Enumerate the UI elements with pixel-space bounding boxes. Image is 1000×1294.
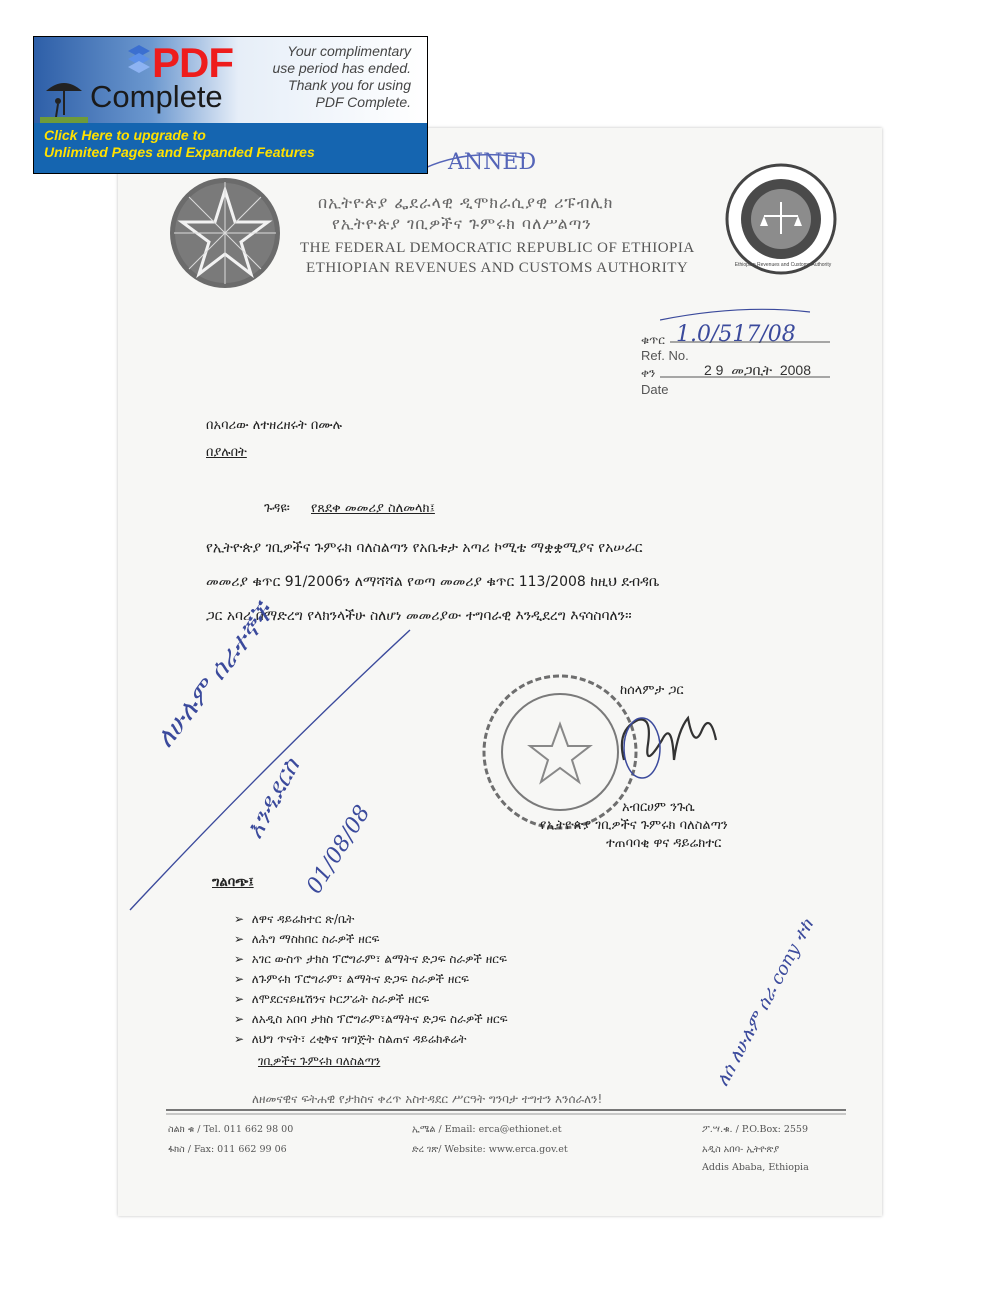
upgrade-link[interactable]: Click Here to upgrade to Unlimited Pages and Expanded Features [44, 127, 315, 160]
letterhead-amharic-2: የኢትዮጵያ ገቢዎችና ጉምሩክ ባለሥልጣን [332, 214, 592, 233]
handwritten-note-1: ለሁሉም ሰራተኞች [150, 598, 280, 754]
letterhead-amharic-1: በኢትዮጵያ ፌደራላዊ ዲሞክራሲያዊ ሪፑብሊክ [318, 193, 614, 212]
brand-complete-text: Complete [90, 79, 223, 114]
handwritten-stroke [120, 620, 420, 920]
subject-text: የጸደቀ መመሪያ ስለመላክ፤ [311, 501, 435, 516]
layers-icon [126, 43, 152, 77]
body-line-1: የኢትዮጵያ ገቢዎችና ጉምሩክ ባለስልጣን የአቤቱታ አጣሪ ኮሚቴ ማቋቋሚያና የአሠራር [206, 540, 643, 556]
date-label-en: Date [641, 382, 669, 397]
footer-fax: ፋክስ / Fax: 011 662 99 06 [168, 1144, 287, 1155]
handwritten-corner-note: ለሰ ለሁሉም ሰራ cony ተከ [712, 915, 818, 1090]
erca-seal-icon [724, 162, 838, 276]
list-item: ➢ አገር ውስጥ ታክስ ፕሮግራም፣ ልማትና ድጋፍ ስራዎች ዘርፍ [234, 952, 507, 966]
brand-pdf-text: PDF [152, 39, 233, 86]
list-item: ➢ ለህግ ጥናት፣ ረቂቅና ዝግጅት ስልጠና ዳይሬክቶሬት [234, 1032, 467, 1046]
cc-final: ገቢዎችና ጉምሩክ ባለስልጣን [258, 1054, 381, 1068]
ethiopia-emblem-icon [168, 176, 282, 290]
letterhead-english-2: ETHIOPIAN REVENUES AND CUSTOMS AUTHORITY [306, 260, 689, 276]
cc-label: ግልባጭ፤ [212, 875, 254, 890]
body-line-2: መመሪያ ቁጥር 91/2006ን ለማሻሻል የወጣ መመሪያ ቁጥር 113/2008 ከዚህ ደብዳቤ [206, 574, 660, 590]
list-item: ➢ ለአዲስ አበባ ታክስ ፕሮግራም፣ልማትና ድጋፍ ስራዎች ዘርፍ [234, 1012, 508, 1026]
pdf-complete-banner[interactable] [33, 36, 428, 174]
footer-pobox: ፖ.ሣ.ቁ. / P.O.Box: 2559 [702, 1124, 809, 1135]
footer-email: ኢሜል / Email: erca@ethionet.et [412, 1124, 562, 1135]
footer-city-en: Addis Ababa, Ethiopia [702, 1162, 809, 1173]
date-label-am: ቀን [641, 366, 656, 380]
motto: ለዘመናዊና ፍትሐዊ የታክስና ቀረጥ አስተዳደር ሥርዓት ግንባታ ተግተን እንሰራለን! [252, 1092, 603, 1106]
scanned-stamp-outline [420, 146, 530, 182]
list-item: ➢ ለዋና ዳይሬክተር ጽ/ቤት [234, 912, 355, 926]
signatory-name: አብርሀም ንጉሴ [622, 800, 695, 815]
umbrella-figure-icon [40, 77, 88, 123]
letterhead-english-1: THE FEDERAL DEMOCRATIC REPUBLIC OF ETHIOPIA [300, 240, 695, 256]
ref-number-underline [660, 302, 840, 352]
list-item: ➢ ለጉምሩክ ፕሮግራም፣ ልማትና ድጋፍ ስራዎች ዘርፍ [234, 972, 469, 986]
footer-divider [166, 1108, 846, 1116]
promo-message: Your complimentary use period has ended. Thank you for using PDF Complete. [272, 43, 411, 110]
closing-greeting: ከሰላምታ ጋር [620, 683, 684, 698]
footer-website: ድረ ገጽ/ Website: www.erca.gov.et [412, 1144, 568, 1155]
signature-mark [612, 700, 722, 790]
cc-list [234, 912, 508, 1052]
ref-number-handwritten: 1.0/517/08 [676, 322, 796, 347]
date-stamp: 2 9 መጋቢት 2008 [704, 362, 811, 378]
seal-caption: Ethiopian Revenues and Customs Authority [734, 262, 832, 268]
date-underline [660, 374, 835, 380]
footer-city-am: አዲስ አበባ- ኢትዮጵያ [702, 1144, 780, 1155]
body-line-3: ጋር አባሪ በማድረግ የላክንላችሁ ስለሆነ መመሪያው ተግባራዊ እንዲደረግ እናሳስባለን። [206, 608, 632, 624]
addressee-location: በያሉበት [206, 445, 247, 460]
signatory-org: የኢትዮጵያ ገቢዎችና ጉምሩክ ባለስልጣን [540, 818, 728, 833]
handwritten-note-2: እንዲደርስ [240, 753, 306, 844]
list-item: ➢ ለሞደርናይዜሽንና ኮርፖሬት ስራዎች ዘርፍ [234, 992, 430, 1006]
addressee-line: በአባሪው ለተዘረዘሩት በሙሉ [206, 418, 342, 433]
list-item: ➢ ለሕግ ማስከበር ስራዎች ዘርፍ [234, 932, 380, 946]
footer-tel: ስልክ ቁ / Tel. 011 662 98 00 [168, 1124, 294, 1135]
ref-label-am: ቁጥር [641, 333, 665, 347]
ref-label-en: Ref. No. [641, 348, 689, 363]
subject-label: ጉዳዩ፡ [264, 501, 290, 516]
signatory-title: ተጠባባቂ ዋና ዳይሬክተር [606, 836, 722, 851]
scanned-stamp: ANNED [448, 150, 537, 175]
handwritten-date: 01/08/08 [302, 801, 376, 899]
